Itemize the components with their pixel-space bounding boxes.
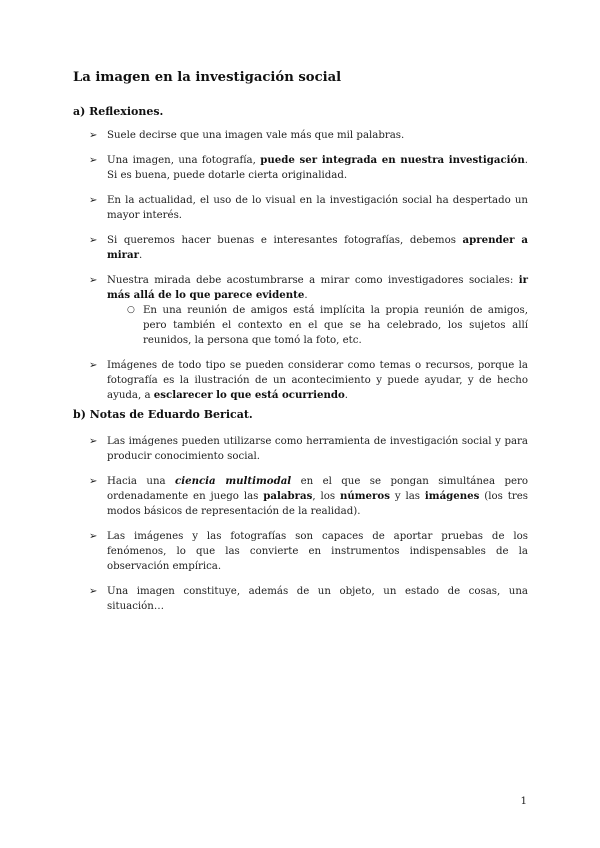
list-item: ➢ Nuestra mirada debe acostumbrarse a mirar como investigadores sociales: ir más allá de lo que parece evidente. ○ En una reunión de amigos está implícita la propia reunión de amigos, pero también el contexto en el que se ha celebrado, los sujetos allí reunidos, la persona que tomó la foto, etc.	[89, 274, 528, 346]
list-item: ➢ Si queremos hacer buenas e interesantes fotografías, debemos aprender a mirar.	[89, 234, 528, 261]
bold-emphasis: imágenes	[424, 490, 480, 502]
bold-emphasis: aprender a mirar	[107, 234, 528, 261]
arrow-bullet-icon: ➢	[89, 436, 98, 447]
section-heading-bericat: b) Notas de Eduardo Bericat.	[73, 408, 253, 421]
arrow-bullet-icon: ➢	[89, 195, 98, 206]
list-item: ➢ Una imagen, una fotografía, puede ser integrada en nuestra investigación. Si es buena, puede dotarle cierta originalidad.	[89, 154, 529, 181]
bold-italic-emphasis: ciencia multimodal	[175, 475, 292, 487]
bold-emphasis: números	[339, 490, 390, 502]
arrow-bullet-icon: ➢	[89, 130, 98, 141]
bold-emphasis: puede ser integrada en nuestra investigación	[260, 154, 525, 166]
arrow-bullet-icon: ➢	[89, 476, 98, 487]
arrow-bullet-icon: ➢	[89, 586, 98, 597]
list-item: ➢ Imágenes de todo tipo se pueden considerar como temas o recursos, porque la fotografía es la ilustración de un acontecimiento y puede ayudar, y de hecho ayuda, a esclarecer lo que está ocurriendo.	[89, 360, 528, 401]
arrow-bullet-icon: ➢	[89, 155, 98, 166]
arrow-bullet-icon: ➢	[89, 275, 98, 286]
page-number: 1	[520, 796, 527, 807]
list-item: ➢ Una imagen constituye, además de un objeto, un estado de cosas, una situación…	[89, 586, 528, 612]
sub-list	[107, 303, 528, 348]
list-item: ➢ Hacia una ciencia multimodal en el que se pongan simultánea pero ordenadamente en juego las palabras, los números y las imágenes (los tres modos básicos de representación de la realidad).	[89, 475, 529, 517]
list-item: ➢ En la actualidad, el uso de lo visual en la investigación social ha despertado un mayor interés.	[89, 195, 528, 221]
bold-emphasis: palabras	[263, 490, 313, 502]
bold-emphasis: esclarecer lo que está ocurriendo	[153, 389, 345, 401]
arrow-bullet-icon: ➢	[89, 235, 98, 246]
circle-bullet-icon: ○	[127, 305, 135, 315]
document-title: La imagen en la investigación social	[73, 70, 342, 85]
arrow-bullet-icon: ➢	[89, 531, 98, 542]
reflexiones-list	[73, 128, 528, 403]
arrow-bullet-icon: ➢	[89, 360, 98, 371]
list-item: ➢ Las imágenes pueden utilizarse como herramienta de investigación social y para producir conocimiento social.	[89, 436, 528, 462]
list-item: ➢ Las imágenes y las fotografías son capaces de aportar pruebas de los fenómenos, lo que las convierte en instrumentos indispensables de la observación empírica.	[89, 531, 528, 572]
bericat-list	[73, 434, 528, 614]
list-item: ➢ Suele decirse que una imagen vale más que mil palabras.	[89, 130, 405, 141]
bold-emphasis: ir más allá de lo que parece evidente	[107, 274, 528, 301]
section-heading-reflexiones: a) Reflexiones.	[73, 105, 164, 118]
sub-list-item: ○ En una reunión de amigos está implícita la propia reunión de amigos, pero también el contexto en el que se ha celebrado, los sujetos allí reunidos, la persona que tomó la foto, etc.	[127, 305, 528, 346]
